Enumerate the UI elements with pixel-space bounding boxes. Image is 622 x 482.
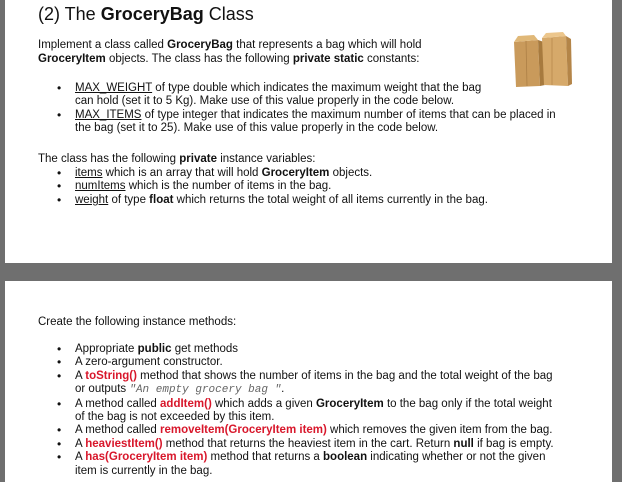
list-item: • Appropriate public get methods <box>57 342 239 356</box>
document-page-1 <box>5 0 612 263</box>
list-item: • weight of type float which returns the total weight of all items currently in the bag. <box>57 192 488 207</box>
list-item: • A method called removeItem(GroceryItem item) which removes the given item from the bag. <box>57 423 553 438</box>
grocery-bags-image <box>508 30 574 88</box>
intro-paragraph: Implement a class called GroceryBag that represents a bag which will hold GroceryItem objects. The class has the following private static constants: <box>38 39 422 65</box>
list-item: • A has(GroceryItem item) method that returns a boolean indicating whether or not the given item is currently in the bag. <box>57 450 546 477</box>
list-item: • A method called addItem() which adds a given GroceryItem to the bag only if the total weight of the bag is not exceeded by this item. <box>57 396 552 424</box>
list-item: • A zero-argument constructor. <box>57 355 223 370</box>
list-item: • A toString() method that shows the number of items in the bag and the total weight of the bag or outputs "An empty grocery bag ". <box>57 368 553 397</box>
methods-list <box>38 343 554 478</box>
document-page-2 <box>5 281 612 482</box>
list-item: • numItems which is the number of items in the bag. <box>57 179 332 194</box>
constants-list <box>38 82 556 136</box>
list-item: • MAX_ITEMS of type integer that indicates the maximum number of items that can be placed in the bag (set it to 25). Make use of this value properly in the code below. <box>57 107 556 135</box>
section-title: (2) The GroceryBag Class <box>38 4 254 24</box>
variables-list <box>38 167 488 207</box>
list-item: • A heaviestItem() method that returns the heaviest item in the cart. Return null if bag is empty. <box>57 436 554 451</box>
methods-intro: Create the following instance methods: <box>38 316 237 328</box>
list-item: • items which is an array that will hold GroceryItem objects. <box>57 166 373 180</box>
list-item: • MAX_WEIGHT of type double which indicates the maximum weight that the bag can hold (set it to 5 Kg). Make use of this value properly in the code below. <box>57 81 482 108</box>
variables-intro: The class has the following private instance variables: <box>38 153 316 165</box>
